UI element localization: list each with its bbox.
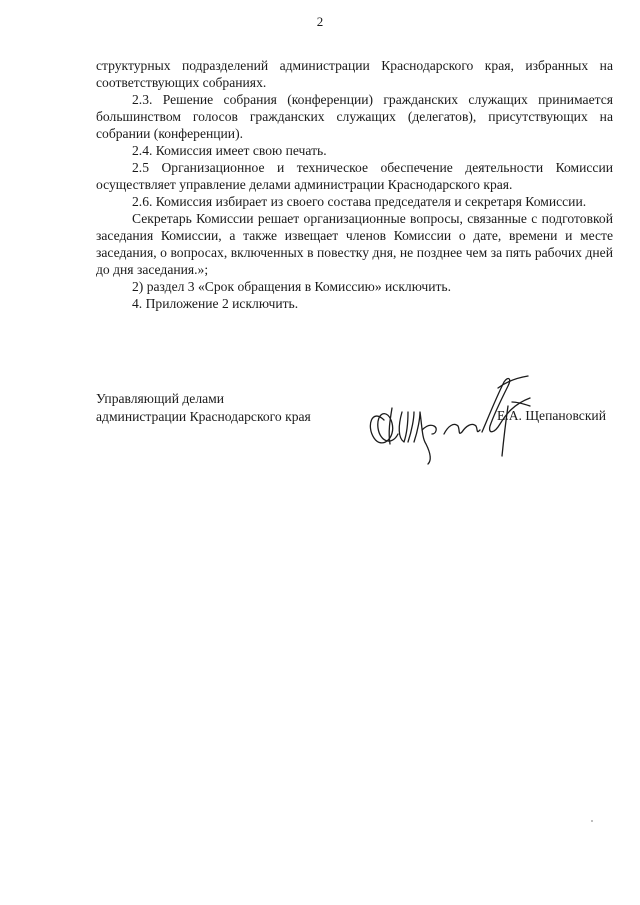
document-body <box>96 57 613 312</box>
signatory-position-line-1: Управляющий делами <box>96 391 225 406</box>
paragraph-2-4: 2.4. Комиссия имеет свою печать. <box>132 143 327 158</box>
paragraph-2-3: 2.3. Решение собрания (конференции) гражданских служащих принимается большинством голосов гражданских служащих (делегатов), присутствующих на собрании (конференции). <box>96 92 613 141</box>
scan-artifact <box>591 820 593 822</box>
paragraph-secretary: Секретарь Комиссии решает организационные вопросы, связанные с подготовкой заседания Комиссии, а также извещает членов Комиссии о дате, времени и месте заседания, о вопросах, включенных в повестку дня, не позднее чем за пять рабочих дней до дня заседания.»; <box>96 211 613 277</box>
paragraph-continuation: структурных подразделений администрации Краснодарского края, избранных на соответствующих собраниях. <box>96 58 613 90</box>
paragraph-appendix-removal: 4. Приложение 2 исключить. <box>132 296 299 311</box>
signatory-name: Е.А. Щепановский <box>497 408 606 423</box>
signatory-position-line-2: администрации Краснодарского края <box>96 409 311 424</box>
paragraph-section-3-removal: 2) раздел 3 «Срок обращения в Комиссию» исключить. <box>132 279 452 294</box>
signatory-position <box>96 390 311 426</box>
paragraph-2-5: 2.5 Организационное и техническое обеспечение деятельности Комиссии осуществляет управление делами администрации Краснодарского края. <box>96 160 613 192</box>
page-number: 2 <box>316 14 324 29</box>
paragraph-2-6: 2.6. Комиссия избирает из своего состава председателя и секретаря Комиссии. <box>132 194 587 209</box>
